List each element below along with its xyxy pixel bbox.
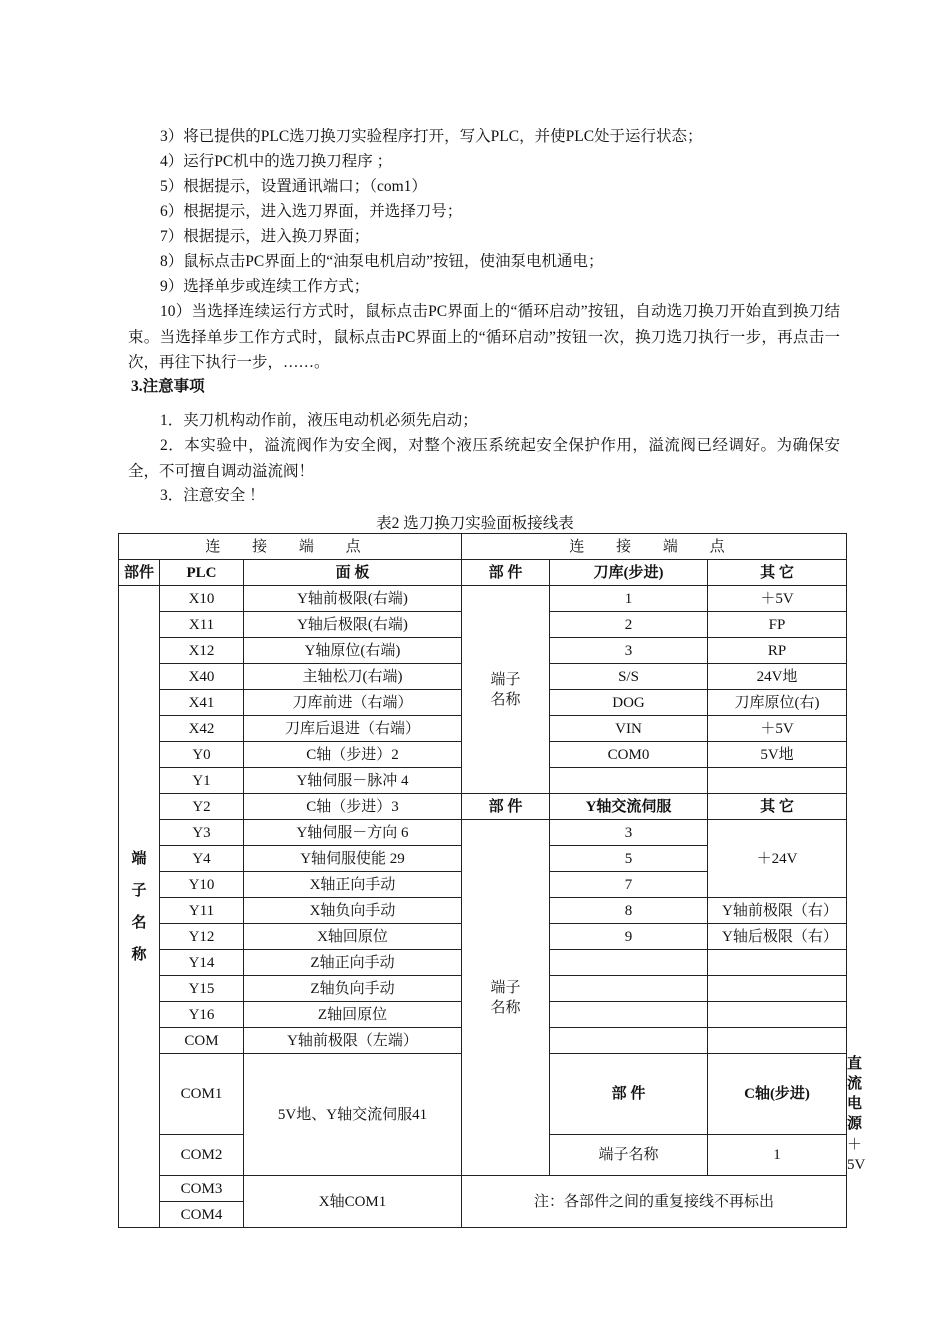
col-header-plc: PLC [160,560,244,586]
wiring-table [118,533,866,1228]
servo-pin-cell: 3 [550,820,708,846]
tool-pin-cell: DOG [550,690,708,716]
tool-other-cell: ＋5V [708,716,847,742]
servo-pin-cell [550,976,708,1002]
servo-other-cell [708,1002,847,1028]
panel-cell: Z轴正向手动 [244,950,462,976]
servo-header-other: 其 它 [708,794,847,820]
plc-cell: Y10 [160,872,244,898]
col-header-other: 其 它 [708,560,847,586]
table-footnote: 注：各部件之间的重复接线不再标出 [462,1176,847,1228]
table-row: COM1 5V地、Y轴交流伺服41 部 件 C轴(步进) 直流电源 [119,1054,847,1135]
table-row: COM2 端子名称 1 ＋5V [119,1135,847,1176]
c-axis-header-component: 部 件 [550,1054,708,1135]
note-3: 3．注意安全 ！ [160,487,265,504]
tool-other-cell [708,768,847,794]
tool-pin-cell: S/S [550,664,708,690]
tool-other-cell: RP [708,638,847,664]
plc-cell: Y0 [160,742,244,768]
panel-cell: X轴负向手动 [244,898,462,924]
plc-cell: Y1 [160,768,244,794]
panel-cell: 主轴松刀(右端) [244,664,462,690]
plc-cell: COM1 [160,1054,244,1135]
panel-cell: Y轴原位(右端) [244,638,462,664]
step-10: 10）当选择连续运行方式时，鼠标点击PC界面上的“循环启动”按钮，自动选刀换刀开始直到换刀结束。当选择单步工作方式时，鼠标点击PC界面上的“循环启动”按钮一次，换刀选刀执行一步，再点击一次，再往下执行一步，……。 [128,303,840,371]
step-3: 3）将已提供的PLC选刀换刀实验程序打开，写入PLC，并使PLC处于运行状态； [160,128,703,145]
step-4: 4）运行PC机中的选刀换刀程序 ； [160,153,393,170]
note-2: 2．本实验中，溢流阀作为安全阀，对整个液压系统起安全保护作用，溢流阀已经调好。为确保安全，不可擅自调动溢流阀！ [128,437,840,480]
col-header-component: 部件 [119,560,160,586]
plc-cell: COM [160,1028,244,1054]
step-6: 6）根据提示，进入选刀界面，并选择刀号； [160,203,463,220]
servo-header-component: 部 件 [462,794,550,820]
panel-cell: Z轴回原位 [244,1002,462,1028]
c-axis-pin: 1 [708,1135,847,1176]
plc-cell: X10 [160,586,244,612]
servo-component: 端子 名称 [462,820,550,1176]
panel-cell: C轴（步进）2 [244,742,462,768]
table-row [119,820,847,846]
tool-other-cell: 24V地 [708,664,847,690]
section-heading: 3.注意事项 [131,378,205,395]
plc-cell: X12 [160,638,244,664]
panel-cell: 刀库后退进（右端） [244,716,462,742]
plc-cell: X41 [160,690,244,716]
panel-cell: X轴回原位 [244,924,462,950]
servo-other-cell [708,976,847,1002]
tool-pin-cell [550,768,708,794]
tool-pin-cell: VIN [550,716,708,742]
col-header-component-2: 部 件 [462,560,550,586]
plc-cell: X42 [160,716,244,742]
panel-cell: X轴正向手动 [244,872,462,898]
servo-other-cell: Y轴前极限（右） [708,898,847,924]
plc-cell: X11 [160,612,244,638]
servo-pin-cell: 8 [550,898,708,924]
c-axis-component: 端子名称 [550,1135,708,1176]
servo-header-name: Y轴交流伺服 [550,794,708,820]
servo-pin-cell: 7 [550,872,708,898]
panel-cell: Y轴伺服－方向 6 [244,820,462,846]
plc-cell: Y2 [160,794,244,820]
table-row [119,586,847,612]
servo-other-cell [708,1028,847,1054]
col-header-panel: 面 板 [244,560,462,586]
step-7: 7）根据提示，进入换刀界面； [160,228,370,245]
servo-shared-other: ＋24V [708,820,847,898]
tool-pin-cell: 3 [550,638,708,664]
panel-cell: C轴（步进）3 [244,794,462,820]
panel-cell: Y轴伺服－脉冲 4 [244,768,462,794]
plc-cell: Y11 [160,898,244,924]
panel-cell: 刀库前进（右端） [244,690,462,716]
panel-cell: X轴COM1 [244,1176,462,1228]
tool-pin-cell: 2 [550,612,708,638]
servo-pin-cell [550,950,708,976]
table-group-header-row [119,534,847,560]
plc-cell: Y4 [160,846,244,872]
c-axis-header-name: C轴(步进) [708,1054,847,1135]
group-header-left: 连 接 端 点 [119,534,462,560]
servo-other-cell: Y轴后极限（右） [708,924,847,950]
servo-pin-cell: 5 [550,846,708,872]
panel-cell: Y轴后极限(右端) [244,612,462,638]
servo-other-cell [708,950,847,976]
plc-cell: Y12 [160,924,244,950]
tool-pin-cell: COM0 [550,742,708,768]
col-header-tool-magazine: 刀库(步进) [550,560,708,586]
tool-other-cell: FP [708,612,847,638]
table-column-header-row [119,560,847,586]
panel-cell: Z轴负向手动 [244,976,462,1002]
plc-cell: Y3 [160,820,244,846]
plc-cell: Y14 [160,950,244,976]
step-9: 9）选择单步或连续工作方式； [160,278,370,295]
panel-cell: Y轴前极限（左端） [244,1028,462,1054]
tool-pin-cell: 1 [550,586,708,612]
step-8: 8）鼠标点击PC界面上的“油泵电机启动”按钮，使油泵电机通电； [160,253,604,270]
tool-other-cell: 5V地 [708,742,847,768]
note-1: 1．夹刀机构动作前，液压电动机必须先启动； [160,412,478,429]
panel-cell: 5V地、Y轴交流伺服41 [244,1054,462,1176]
servo-pin-cell [550,1028,708,1054]
panel-cell: Y轴伺服使能 29 [244,846,462,872]
tool-other-cell: ＋5V [708,586,847,612]
plc-cell: Y16 [160,1002,244,1028]
plc-cell: COM3 [160,1176,244,1202]
group-header-right: 连 接 端 点 [462,534,847,560]
tool-magazine-component: 端子 名称 [462,586,550,794]
tool-other-cell: 刀库原位(右) [708,690,847,716]
step-5: 5）根据提示，设置通讯端口；（com1） [160,178,427,195]
servo-pin-cell [550,1002,708,1028]
table-caption: 表2 选刀换刀实验面板接线表 [376,515,574,532]
left-group-label: 端 子 名 称 [119,586,160,1228]
table-row [119,1176,847,1202]
servo-pin-cell: 9 [550,924,708,950]
plc-cell: Y15 [160,976,244,1002]
plc-cell: X40 [160,664,244,690]
plc-cell: COM2 [160,1135,244,1176]
plc-cell: COM4 [160,1202,244,1228]
table-row [119,794,847,820]
panel-cell: Y轴前极限(右端) [244,586,462,612]
